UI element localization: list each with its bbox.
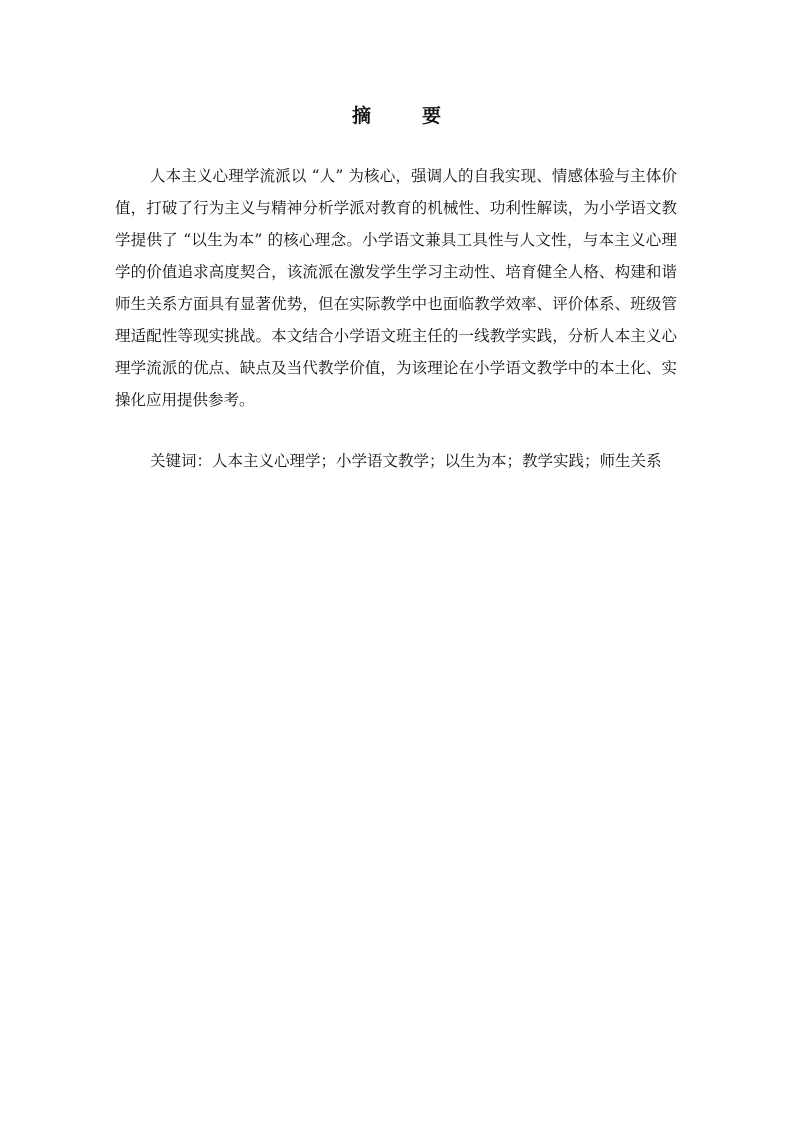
keywords-line	[115, 445, 677, 477]
keywords-list: 人本主义心理学；小学语文教学；以生为本；教学实践；师生关系	[212, 452, 662, 470]
keywords-label: 关键词：	[150, 452, 213, 470]
abstract-title: 摘 要	[351, 105, 457, 127]
abstract-body: 人本主义心理学流派以 “人” 为核心，强调人的自我实现、情感体验与主体价值，打破了行为主义与精神分析学派对教育的机械性、功利性解读，为小学语文教学提供了 “以生为本” 的核心理念。小学语文兼具工具性与人文性，与本主义心理学的价值追求高度契合，该流派在激发学生学习主动性、培育健全人格、构建和谐师生关系方面具有显著优势，但在实际教学中也面临教学效率、评价体系、班级管理适配性等现实挑战。本文结合小学语文班主任的一线教学实践，分析人本主义心理学流派的优点、缺点及当代教学价值，为该理论在小学语文教学中的本土化、实操化应用提供参考。	[115, 167, 677, 409]
